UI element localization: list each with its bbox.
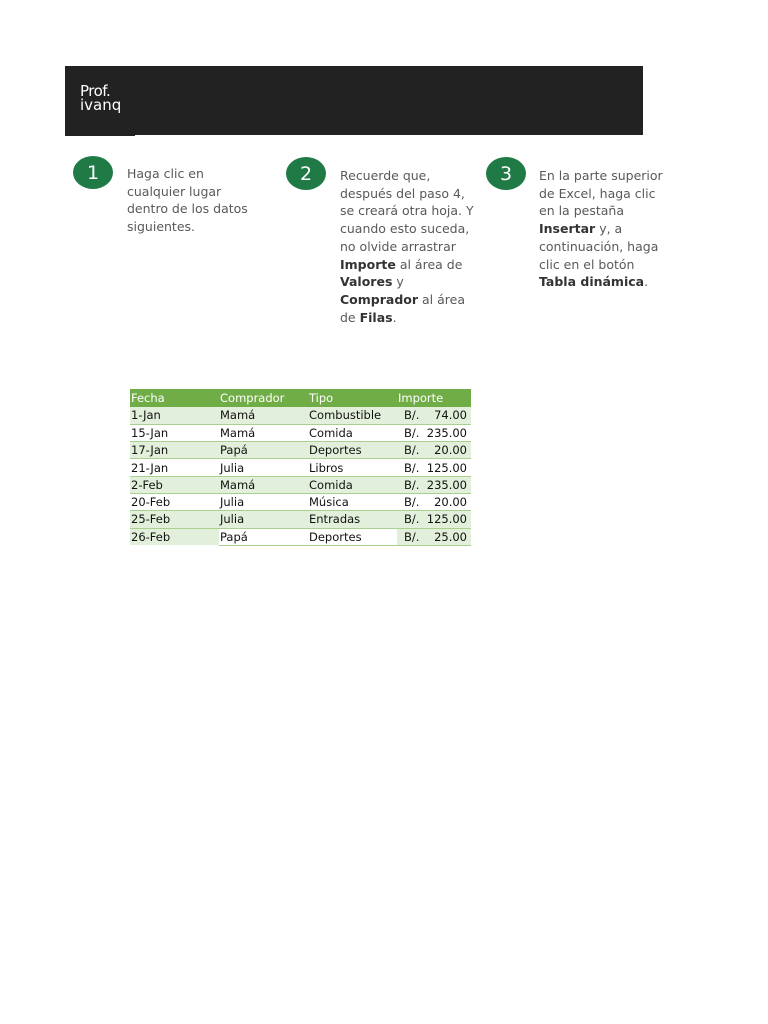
step-3-text-fragment: y, a bbox=[595, 221, 623, 237]
amount-wrapper bbox=[398, 495, 471, 509]
amount-value: 125.00 bbox=[426, 460, 467, 475]
cell-fecha[interactable]: 21-Jan bbox=[130, 459, 219, 476]
table-row bbox=[130, 424, 471, 441]
cell-tipo[interactable]: Entradas bbox=[308, 511, 397, 528]
banner-underline bbox=[65, 134, 135, 136]
step-3-line: En la parte superior bbox=[539, 168, 663, 183]
step-3-line: clic en el botón bbox=[539, 256, 635, 272]
cell-tipo[interactable]: Libros bbox=[308, 459, 397, 476]
amount-wrapper bbox=[398, 408, 471, 422]
amount-value: 235.00 bbox=[426, 477, 467, 492]
cell-importe[interactable] bbox=[397, 459, 471, 476]
amount-value: 25.00 bbox=[434, 529, 467, 544]
table-row bbox=[130, 407, 471, 424]
currency-symbol: B/. bbox=[404, 460, 420, 475]
step-1-text bbox=[127, 165, 248, 236]
cell-fecha[interactable]: 15-Jan bbox=[130, 424, 219, 441]
cell-comprador[interactable]: Mamá bbox=[219, 407, 308, 424]
amount-value: 125.00 bbox=[426, 512, 467, 527]
amount-wrapper bbox=[398, 461, 471, 475]
cell-importe[interactable] bbox=[397, 511, 471, 528]
step-2-line: se creará otra hoja. Y bbox=[340, 203, 474, 219]
table-row bbox=[130, 493, 471, 510]
step-2-text-fragment: al área de bbox=[395, 256, 463, 272]
step-3-line bbox=[539, 273, 663, 291]
cell-comprador[interactable]: Papá bbox=[219, 528, 308, 545]
cell-importe[interactable] bbox=[397, 528, 471, 545]
step-2-text-fragment: . bbox=[392, 309, 397, 325]
step-2-number: 2 bbox=[299, 162, 313, 185]
cell-comprador[interactable]: Papá bbox=[219, 442, 308, 459]
amount-wrapper bbox=[398, 426, 471, 440]
cell-fecha[interactable]: 17-Jan bbox=[130, 442, 219, 459]
cell-fecha[interactable]: 2-Feb bbox=[130, 476, 219, 493]
header-banner bbox=[65, 66, 643, 135]
step-2-bold-valores: Valores bbox=[340, 274, 393, 290]
table-row bbox=[130, 476, 471, 493]
cell-comprador[interactable]: Julia bbox=[219, 493, 308, 510]
cell-importe[interactable] bbox=[397, 424, 471, 441]
step-2-text-fragment: y bbox=[392, 274, 404, 290]
step-1-line: siguientes. bbox=[127, 219, 196, 235]
step-2-line: cuando esto suceda, bbox=[340, 221, 470, 237]
currency-symbol: B/. bbox=[404, 512, 420, 527]
table-row bbox=[130, 528, 471, 545]
table-row bbox=[130, 511, 471, 528]
cell-comprador[interactable]: Mamá bbox=[219, 476, 308, 493]
cell-tipo[interactable]: Deportes bbox=[308, 528, 397, 545]
cell-fecha[interactable]: 25-Feb bbox=[130, 511, 219, 528]
column-header-importe[interactable]: Importe bbox=[397, 389, 471, 407]
cell-importe[interactable] bbox=[397, 407, 471, 424]
step-3-badge bbox=[486, 157, 526, 190]
step-2-badge bbox=[286, 157, 326, 190]
logo-line-1: Prof. bbox=[80, 82, 111, 100]
step-1-line: Haga clic en bbox=[127, 166, 204, 181]
amount-wrapper bbox=[398, 512, 471, 526]
amount-wrapper bbox=[398, 443, 471, 457]
cell-tipo[interactable]: Comida bbox=[308, 424, 397, 441]
cell-comprador[interactable]: Julia bbox=[219, 459, 308, 476]
cell-fecha[interactable]: 20-Feb bbox=[130, 493, 219, 510]
step-3-bold-insertar: Insertar bbox=[539, 221, 596, 237]
amount-value: 20.00 bbox=[434, 495, 467, 510]
step-2-line: no olvide arrastrar bbox=[340, 238, 456, 254]
step-3-number: 3 bbox=[499, 162, 513, 185]
amount-value: 235.00 bbox=[426, 425, 467, 440]
amount-wrapper bbox=[398, 478, 471, 492]
currency-symbol: B/. bbox=[404, 408, 420, 423]
cell-tipo[interactable]: Comida bbox=[308, 476, 397, 493]
cell-tipo[interactable]: Música bbox=[308, 493, 397, 510]
step-2-text-fragment: de bbox=[340, 309, 360, 325]
step-1-line: dentro de los datos bbox=[127, 201, 248, 217]
cell-tipo[interactable]: Deportes bbox=[308, 442, 397, 459]
purchases-table[interactable] bbox=[130, 389, 471, 546]
step-3-text bbox=[539, 167, 663, 291]
step-3-line bbox=[539, 220, 663, 238]
cell-fecha[interactable]: 26-Feb bbox=[130, 528, 219, 545]
currency-symbol: B/. bbox=[404, 477, 420, 492]
step-2-line: después del paso 4, bbox=[340, 185, 465, 201]
amount-value: 74.00 bbox=[434, 408, 467, 423]
step-2-line: Recuerde que, bbox=[340, 168, 431, 183]
table-row bbox=[130, 459, 471, 476]
cell-comprador[interactable]: Mamá bbox=[219, 424, 308, 441]
cell-importe[interactable] bbox=[397, 442, 471, 459]
cell-tipo[interactable]: Combustible bbox=[308, 407, 397, 424]
step-1-number: 1 bbox=[86, 161, 100, 184]
step-2-bold-comprador: Comprador bbox=[340, 291, 419, 307]
cell-importe[interactable] bbox=[397, 493, 471, 510]
step-2-line bbox=[340, 273, 474, 291]
table-row bbox=[130, 442, 471, 459]
cell-comprador[interactable]: Julia bbox=[219, 511, 308, 528]
step-2-bold-importe: Importe bbox=[340, 256, 396, 272]
step-3-line: continuación, haga bbox=[539, 238, 659, 254]
step-2-line bbox=[340, 291, 474, 309]
step-3-text-fragment: . bbox=[644, 274, 649, 290]
step-3-bold-tabla-dinamica: Tabla dinámica bbox=[539, 274, 645, 290]
step-2-text-fragment: al área bbox=[418, 291, 466, 307]
currency-symbol: B/. bbox=[404, 495, 420, 510]
step-2-text bbox=[340, 167, 474, 326]
table-header-row bbox=[130, 389, 471, 407]
step-2-line bbox=[340, 256, 474, 274]
amount-wrapper bbox=[398, 530, 471, 544]
column-header-fecha[interactable]: Fecha bbox=[130, 389, 219, 407]
step-3-line: en la pestaña bbox=[539, 203, 624, 219]
currency-symbol: B/. bbox=[404, 443, 420, 458]
step-2-line bbox=[340, 309, 474, 327]
step-2-bold-filas: Filas bbox=[359, 309, 393, 325]
amount-value: 20.00 bbox=[434, 443, 467, 458]
logo bbox=[80, 84, 121, 112]
column-header-tipo[interactable]: Tipo bbox=[308, 389, 397, 407]
logo-line-2: ivanq bbox=[80, 96, 122, 114]
step-1-badge bbox=[73, 156, 113, 189]
step-3-line: de Excel, haga clic bbox=[539, 185, 656, 201]
currency-symbol: B/. bbox=[404, 529, 420, 544]
cell-fecha[interactable]: 1-Jan bbox=[130, 407, 219, 424]
cell-importe[interactable] bbox=[397, 476, 471, 493]
step-1-line: cualquier lugar bbox=[127, 183, 222, 199]
currency-symbol: B/. bbox=[404, 425, 420, 440]
column-header-comprador[interactable]: Comprador bbox=[219, 389, 308, 407]
